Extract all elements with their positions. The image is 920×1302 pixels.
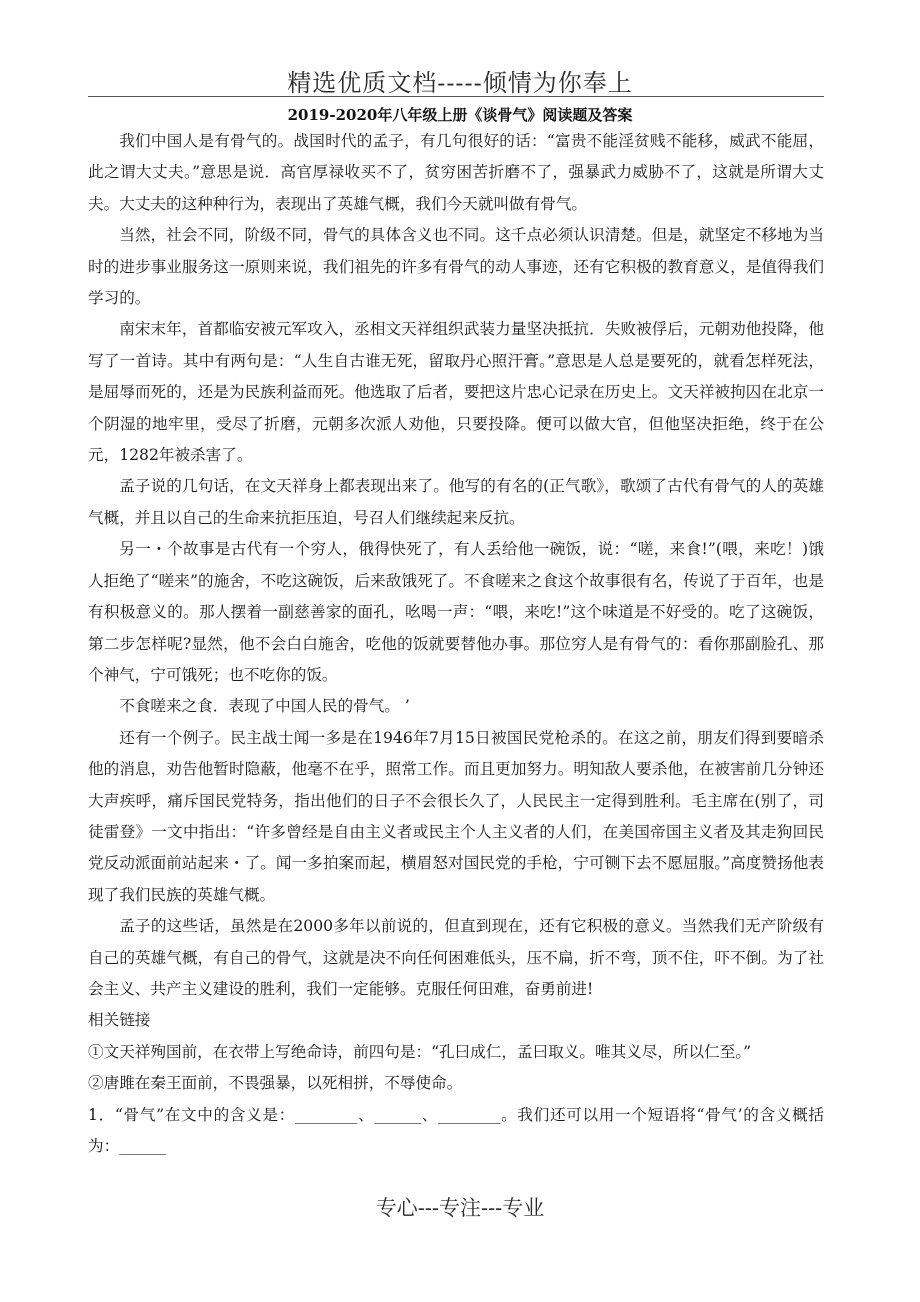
related-links-heading: 相关链接 — [88, 1011, 151, 1030]
article-body — [88, 126, 824, 1162]
paragraph-6: 不食嗟来之食．表现了中国人民的骨气。 ’ — [119, 697, 410, 716]
paragraph-2: 当然，社会不同，阶级不同，骨气的具体含义也不同。这千点必须认识清楚。但是，就坚定不移地为当时的进步事业服务这一原则来说，我们祖先的许多有骨气的动人事迹，还有它积极的教育意义，是值得我们学习的。 — [88, 226, 824, 308]
document-title: 2019-2020年八年级上册《谈骨气》阅读题及答案 — [287, 106, 633, 124]
paragraph-1: 我们中国人是有骨气的。战国时代的孟子，有几句很好的话：“富贵不能淫贫贱不能移，威武不能屈，此之谓大丈夫。”意思是说．高官厚禄收买不了，贫穷困苦折磨不了，强暴武力威胁不了，这就是所谓大丈夫。大丈夫的这种种行为，表现出了英雄气概，我们今天就叫做有骨气。 — [88, 132, 824, 213]
paragraph-7: 还有一个例子。民主战士闻一多是在1946年7月15日被国民党枪杀的。在这之前，朋友们得到要暗杀他的消息，劝告他暂时隐蔽，他毫不在乎，照常工作。而且更加努力。明知敌人要杀他，在被害前几分钟还大声疾呼，痛斥国民党特务，指出他们的日子不会很长久了，人民民主一定得到胜利。毛主席在(别了，司徒雷登》一文中指出：“许多曾经是自由主义者或民主个人主义者的人们，在美国帝国主义者及其走狗回民党反动派面前站起来・了。闻一多拍案而起，横眉怒对国民党的手枪，宁可铡下去不愿屈服。”高度赞扬他表现了我们民族的英雄气概。 — [88, 728, 824, 904]
related-link-2: ②唐雎在秦王面前，不畏强暴，以死相拼，不辱使命。 — [88, 1074, 463, 1093]
header-divider — [88, 96, 824, 97]
paragraph-5: 另一・个故事是古代有一个穷人，俄得快死了，有人丢给他一碗饭，说：“嗟，来食!”(喂，来吃！)饿人拒绝了“嗟来”的施舍，不吃这碗饭，后来敌饿死了。不食嗟来之食这个故事很有名，传说了于百年，也是有积极意义的。那人摆着一副慈善家的面孔，吆喝一声：“喂，来吃!”这个味道是不好受的。吃了这碗饭，第二步怎样呢?显然，他不会白白施舍，吃他的饭就要替他办事。那位穷人是有骨气的：看你那副脸孔、那个神气，宁可饿死；也不吃你的饭。 — [88, 540, 824, 684]
question-1: 1．“骨气”在文中的含义是：________、______、________。我们还可以用一个短语将“骨气’的含义概括为：______ — [88, 1105, 824, 1155]
page-footer: 专心---专注---专业 — [375, 1196, 545, 1220]
related-link-1: ①文天祥殉国前，在衣带上写绝命诗，前四句是：“孔曰成仁，孟曰取义。唯其义尽，所以仁至。” — [88, 1042, 752, 1061]
paragraph-4: 孟子说的几句话，在文天祥身上都表现出来了。他写的有名的(正气歌》，歌颂了古代有骨气的人的英雄气概，并且以自己的生命来抗拒压迫，号召人们继续起来反抗。 — [88, 477, 824, 527]
paragraph-3: 南宋末年，首都临安被元军攻入，丞相文天祥组织武装力量坚决抵抗．失败被俘后，元朝劝他投降，他写了一首诗。其中有两句是：“人生自古谁无死，留取丹心照汗膏。”意思是人总是要死的，就看怎样死法，是屈辱而死的，还是为民族利益而死。他选取了后者，要把这片忠心记录在历史上。文天祥被拘囚在北京一个阴湿的地牢里，受尽了折磨，元朝多次派人劝他，只要投降。便可以做大官，但他坚决拒绝，终于在公元，1282年被杀害了。 — [88, 320, 824, 465]
paragraph-8: 孟子的这些话，虽然是在2000多年以前说的，但直到现在，还有它积极的意义。当然我们无产阶级有自己的英雄气概，有自己的骨气，这就是决不向任何困难低头，压不扁，折不弯，顶不住，吓不倒。为了社会主义、共产主义建设的胜利，我们一定能够。克服任何田难，奋勇前进! — [88, 917, 824, 998]
page-header: 精选优质文档-----倾情为你奉上 — [287, 69, 633, 97]
